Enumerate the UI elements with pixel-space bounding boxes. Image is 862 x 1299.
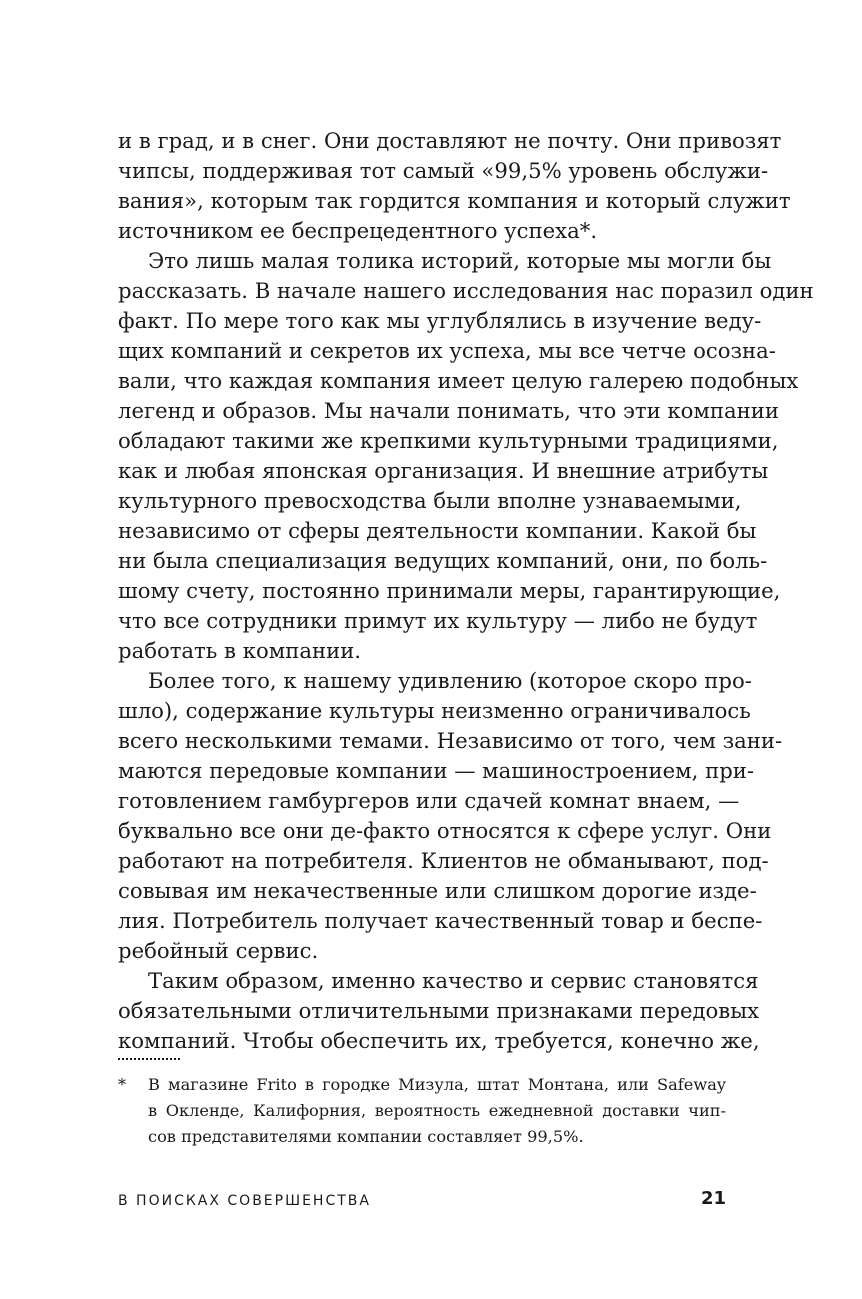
page-number: 21 bbox=[700, 1188, 726, 1209]
body-line: рассказать. В начале нашего исследования нас поразил один bbox=[118, 278, 814, 303]
body-line: вания», которым так гордится компания и который служит bbox=[118, 188, 791, 213]
footnote-line: в Окленде, Калифорния, вероятность ежедневной доставки чип- bbox=[148, 1101, 726, 1120]
body-line: Более того, к нашему удивлению (которое скоро про- bbox=[148, 668, 752, 693]
body-line: шло), содержание культуры неизменно ограничивалось bbox=[118, 698, 751, 723]
body-line: работать в компании. bbox=[118, 638, 362, 663]
running-head: В ПОИСКАХ СОВЕРШЕНСТВА bbox=[118, 1193, 371, 1209]
footnote bbox=[118, 1072, 726, 1150]
body-line: ребойный сервис. bbox=[118, 938, 319, 963]
body-line: маются передовые компании — машиностроением, при- bbox=[118, 758, 755, 783]
body-line: готовлением гамбургеров или сдачей комнат внаем, — bbox=[118, 788, 740, 813]
body-line: Это лишь малая толика историй, которые мы могли бы bbox=[148, 248, 772, 273]
footnote-mark: * bbox=[118, 1075, 126, 1094]
body-line: вали, что каждая компания имеет целую галерею подобных bbox=[118, 368, 799, 393]
body-line: обладают такими же крепкими культурными традициями, bbox=[118, 428, 779, 453]
body-line: культурного превосходства были вполне узнаваемыми, bbox=[118, 488, 742, 513]
body-line: источником ее беспрецедентного успеха*. bbox=[118, 218, 598, 243]
body-line: как и любая японская организация. И внешние атрибуты bbox=[118, 458, 769, 483]
body-line: работают на потребителя. Клиентов не обманывают, под- bbox=[118, 848, 769, 873]
body-line: шому счету, постоянно принимали меры, гарантирующие, bbox=[118, 578, 781, 603]
body-line: компаний. Чтобы обеспечить их, требуется, конечно же, bbox=[118, 1028, 760, 1053]
body-line: и в град, и в снег. Они доставляют не почту. Они привозят bbox=[118, 128, 782, 153]
body-line: ни была специализация ведущих компаний, они, по боль- bbox=[118, 548, 768, 573]
body-text bbox=[118, 126, 814, 1056]
body-line: буквально все они де-факто относятся к сфере услуг. Они bbox=[118, 818, 772, 843]
footnote-line: В магазине Frito в городке Мизула, штат Монтана, или Safeway bbox=[148, 1075, 726, 1094]
body-line: легенд и образов. Мы начали понимать, что эти компании bbox=[118, 398, 780, 423]
footnote-divider bbox=[118, 1058, 180, 1060]
body-line: совывая им некачественные или слишком дорогие изде- bbox=[118, 878, 757, 903]
body-line: лия. Потребитель получает качественный товар и беспе- bbox=[118, 908, 763, 933]
footnote-line: сов представителями компании составляет 99,5%. bbox=[148, 1127, 584, 1146]
body-line: всего несколькими темами. Независимо от того, чем зани- bbox=[118, 728, 783, 753]
body-line: независимо от сферы деятельности компании. Какой бы bbox=[118, 518, 757, 543]
body-line: Таким образом, именно качество и сервис становятся bbox=[148, 968, 759, 993]
body-line: факт. По мере того как мы углублялись в изучение веду- bbox=[118, 308, 762, 333]
footnote-text bbox=[148, 1072, 726, 1150]
body-line: что все сотрудники примут их культуру — либо не будут bbox=[118, 608, 758, 633]
body-line: обязательными отличительными признаками передовых bbox=[118, 998, 760, 1023]
body-line: чипсы, поддерживая тот самый «99,5% уровень обслужи- bbox=[118, 158, 769, 183]
body-line: щих компаний и секретов их успеха, мы все четче осозна- bbox=[118, 338, 776, 363]
